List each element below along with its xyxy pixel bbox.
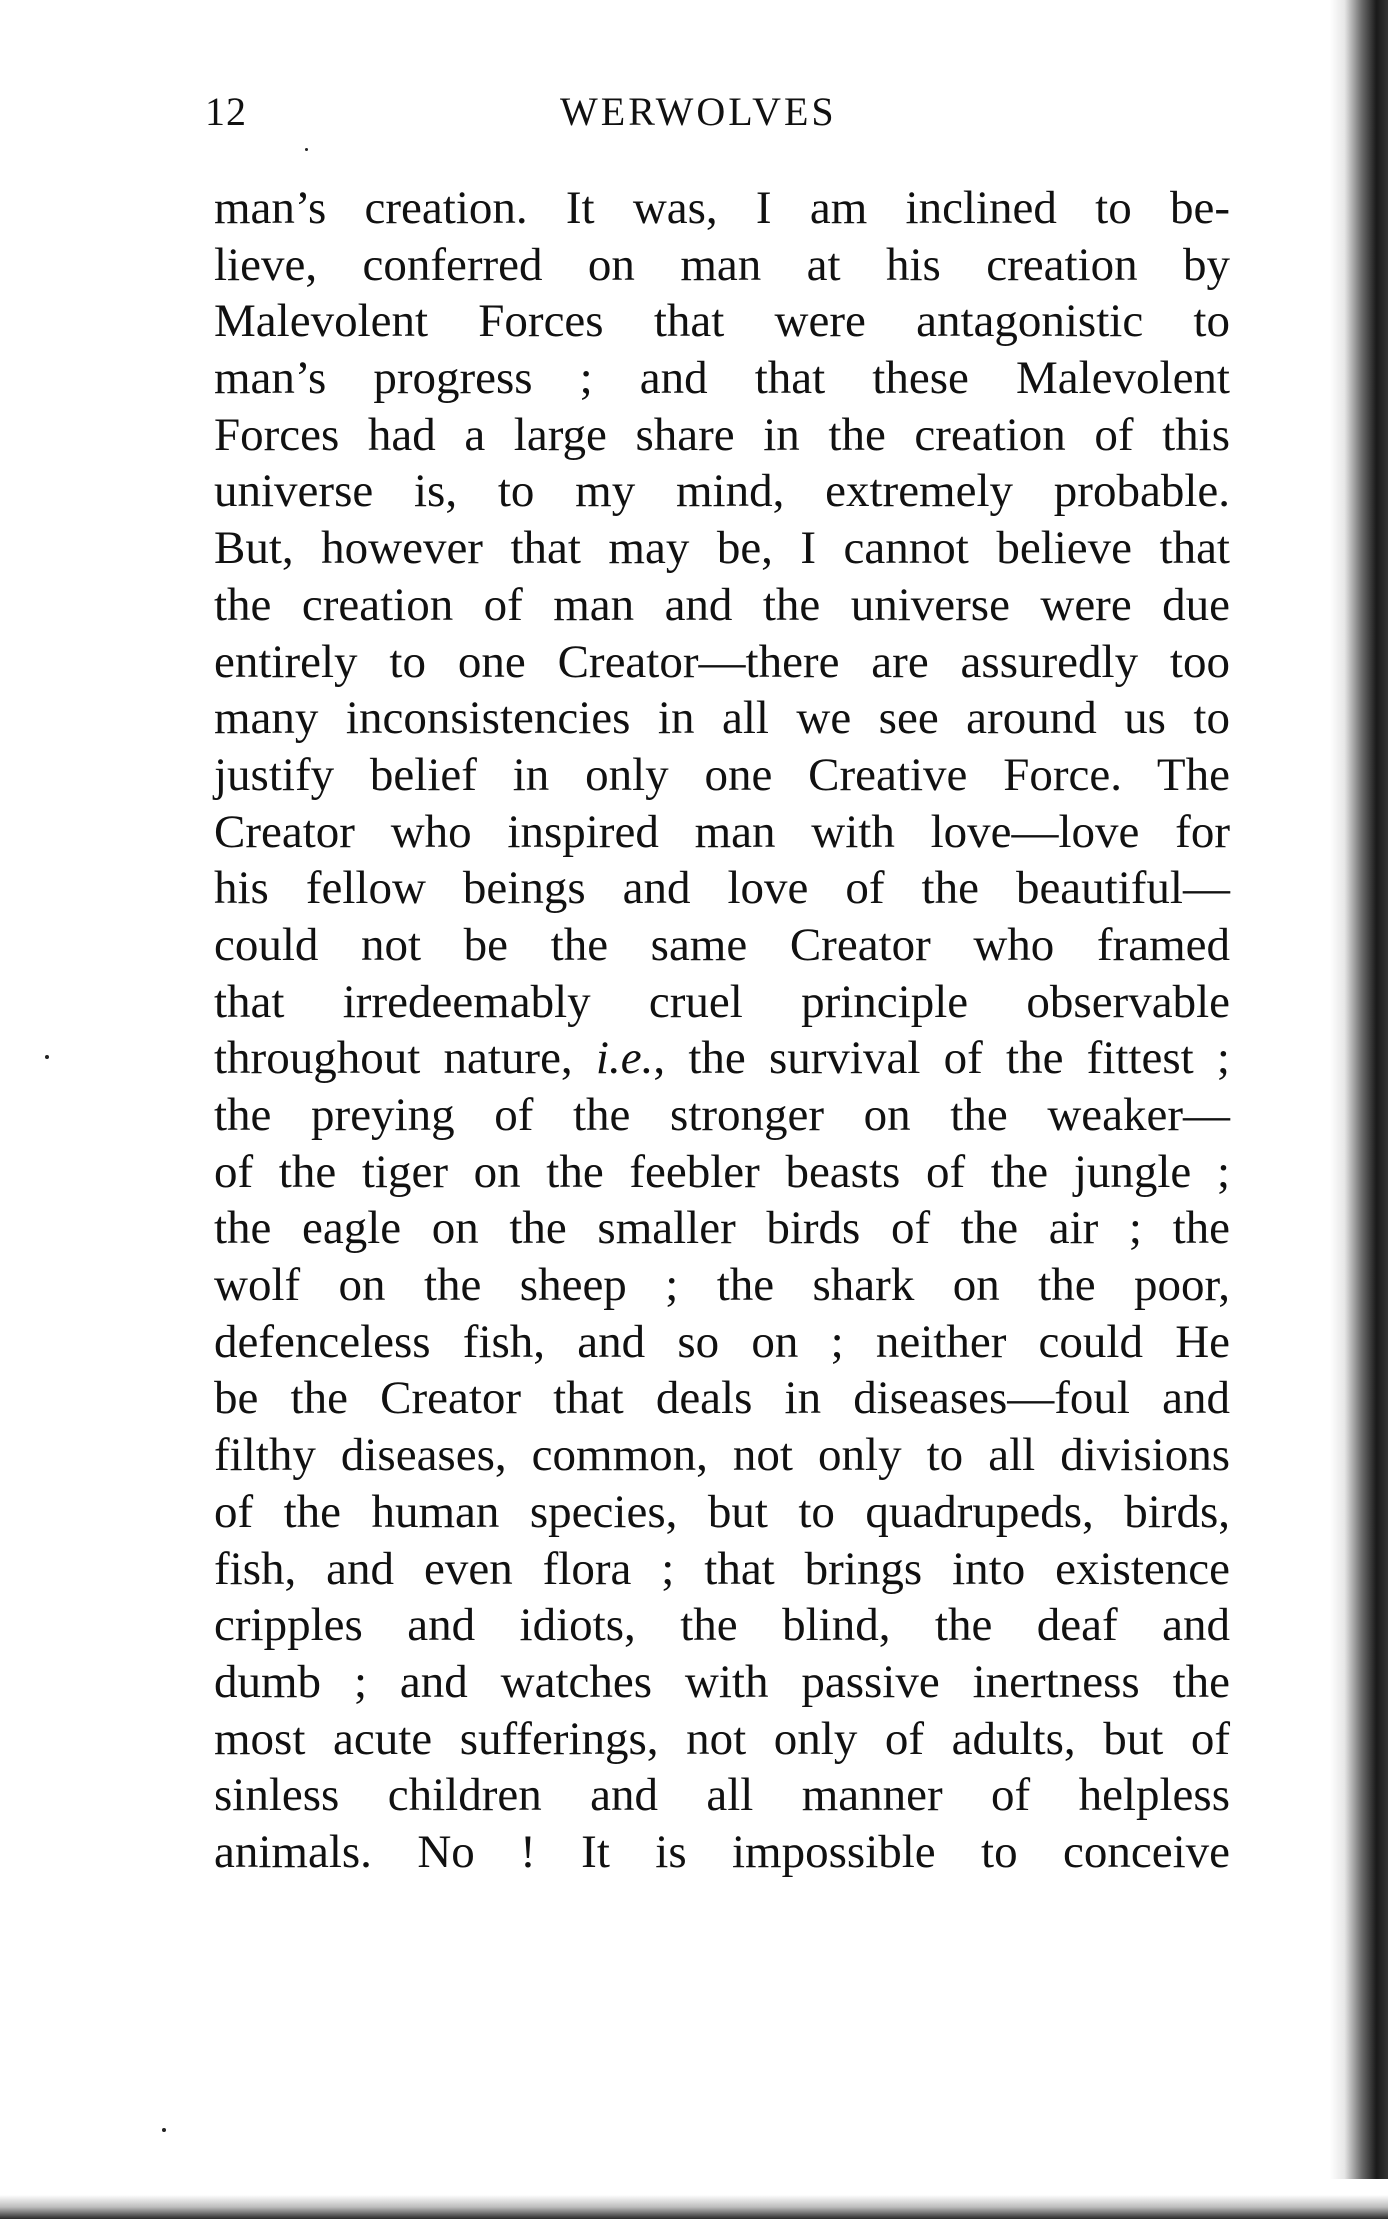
text-line: sinless children and all manner of helpless <box>214 1769 1230 1822</box>
text-line: throughout nature, i.e., the survival of the fittest ; <box>214 1032 1230 1085</box>
text-line: Malevolent Forces that were antagonistic to <box>214 295 1230 348</box>
text-line: defenceless fish, and so on ; neither could He <box>214 1315 1230 1368</box>
page-edge-shadow <box>1330 0 1388 2219</box>
text-line: universe is, to my mind, extremely probable. <box>214 465 1230 518</box>
ink-speck <box>162 2128 166 2132</box>
text-line: lieve, conferred on man at his creation by <box>214 238 1230 291</box>
text-line: Creator who inspired man with love—love for <box>214 805 1230 858</box>
body-text <box>214 180 1230 1881</box>
text-line: man’s creation. It was, I am inclined to be- <box>214 182 1230 234</box>
text-line: the eagle on the smaller birds of the air ; the <box>214 1202 1230 1255</box>
text-line: wolf on the sheep ; the shark on the poor, <box>214 1259 1230 1312</box>
running-head <box>205 88 895 148</box>
italic-ie: i.e. <box>595 1032 654 1085</box>
text-line: could not be the same Creator who framed <box>214 918 1230 971</box>
text-line: most acute sufferings, not only of adults, but of <box>214 1712 1230 1765</box>
text-line: of the tiger on the feebler beasts of the jungle ; <box>214 1145 1230 1198</box>
text-line: his fellow beings and love of the beautiful— <box>214 862 1230 915</box>
text-line: justify belief in only one Creative Force. The <box>214 748 1230 801</box>
text-line: many inconsistencies in all we see around us to <box>214 692 1230 745</box>
running-title: WERWOLVES <box>560 89 837 134</box>
ink-speck <box>305 148 308 151</box>
text-line: cripples and idiots, the blind, the deaf and <box>214 1599 1230 1652</box>
text-line: the creation of man and the universe were due <box>214 578 1230 631</box>
text-line: entirely to one Creator—there are assuredly too <box>214 635 1230 688</box>
ink-speck <box>45 1055 49 1059</box>
text-line: But, however that may be, I cannot believe that <box>214 522 1230 575</box>
text-line: the preying of the stronger on the weaker— <box>214 1089 1230 1141</box>
text-line: fish, and even flora ; that brings into existence <box>214 1542 1230 1595</box>
page-number: 12 <box>205 89 247 134</box>
text-line: animals. No ! It is impossible to conceive <box>214 1825 1230 1878</box>
text-line: dumb ; and watches with passive inertness the <box>214 1655 1230 1708</box>
page-bottom-edge <box>0 2179 1388 2219</box>
text-line: be the Creator that deals in diseases—foul and <box>214 1372 1230 1425</box>
text-line: filthy diseases, common, not only to all divisions <box>214 1429 1230 1482</box>
text-line: of the human species, but to quadrupeds, birds, <box>214 1485 1230 1538</box>
text-line: man’s progress ; and that these Malevolent <box>214 352 1230 405</box>
text-line: Forces had a large share in the creation of this <box>214 408 1230 461</box>
text-line: that irredeemably cruel principle observable <box>214 975 1230 1028</box>
